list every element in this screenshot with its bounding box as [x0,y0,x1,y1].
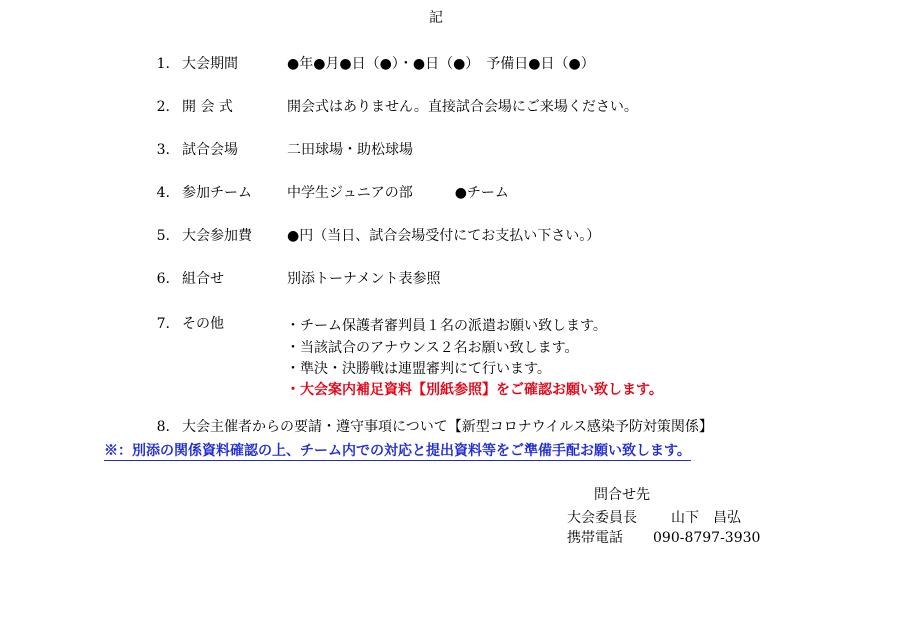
contact-name: 山下 昌弘 [671,510,741,526]
item-content: 二田球場・助松球場 [287,142,413,158]
heading-ki: 記 [429,10,443,26]
contact-chair [567,510,741,527]
item-content: ●円（当日、試合会場受付にてお支払い下さい。） [287,228,601,244]
item-content: 開会式はありません。直接試合会場にご来場ください。 [287,99,638,115]
contact-role: 大会委員長 [567,510,637,526]
list-item-venue [0,142,900,164]
item-number: 4. [156,185,170,201]
list-item-teams [0,185,900,207]
item-content: 別添トーナメント表参照 [287,271,441,287]
item-content: 中学生ジュニアの部 ●チーム [287,185,509,201]
other-line-announce: ・当該試合のアナウンス２名お願い致します。 [286,340,579,356]
item-number: 8. [156,419,170,435]
other-line-supplement: ・大会案内補足資料【別紙参照】をご確認お願い致します。 [286,382,663,398]
list-item-opening-ceremony [0,99,900,121]
item-number: 2. [156,99,170,115]
item-number: 1. [156,56,170,72]
item-label: 大会参加費 [182,228,252,244]
item8-text: 大会主催者からの要請・遵守事項について【新型コロナウイルス感染予防対策関係】 [182,419,713,435]
item-number: 6. [156,271,170,287]
item-number: 3. [156,142,170,158]
contact-phone-line [567,530,760,547]
item-number: 7. [156,316,170,332]
list-item-period [0,56,900,78]
list-item-bracket [0,271,900,293]
contact-title: 問合せ先 [594,487,650,503]
item-content: ●年●月●日（●）・●日（●） 予備日●日（●） [287,56,595,72]
other-line-finals: ・準決・決勝戦は連盟審判にて行います。 [286,361,551,377]
contact-phone-label: 携帯電話 [567,530,623,546]
covid-note: ※：別添の関係資料確認の上、チーム内での対応と提出資料等をご準備手配お願い致します。 [104,443,691,459]
item-label: 開 会 式 [182,99,233,115]
item-label: その他 [182,316,224,332]
item-label: 試合会場 [182,142,238,158]
item-number: 5. [156,228,170,244]
item-label: 組合せ [182,271,224,287]
item-label: 参加チーム [182,185,252,201]
contact-phone: 090-8797-3930 [653,530,761,546]
list-item-fee [0,228,900,250]
other-line-referee: ・チーム保護者審判員１名の派遣お願い致します。 [286,318,607,334]
item-label: 大会期間 [182,56,238,72]
